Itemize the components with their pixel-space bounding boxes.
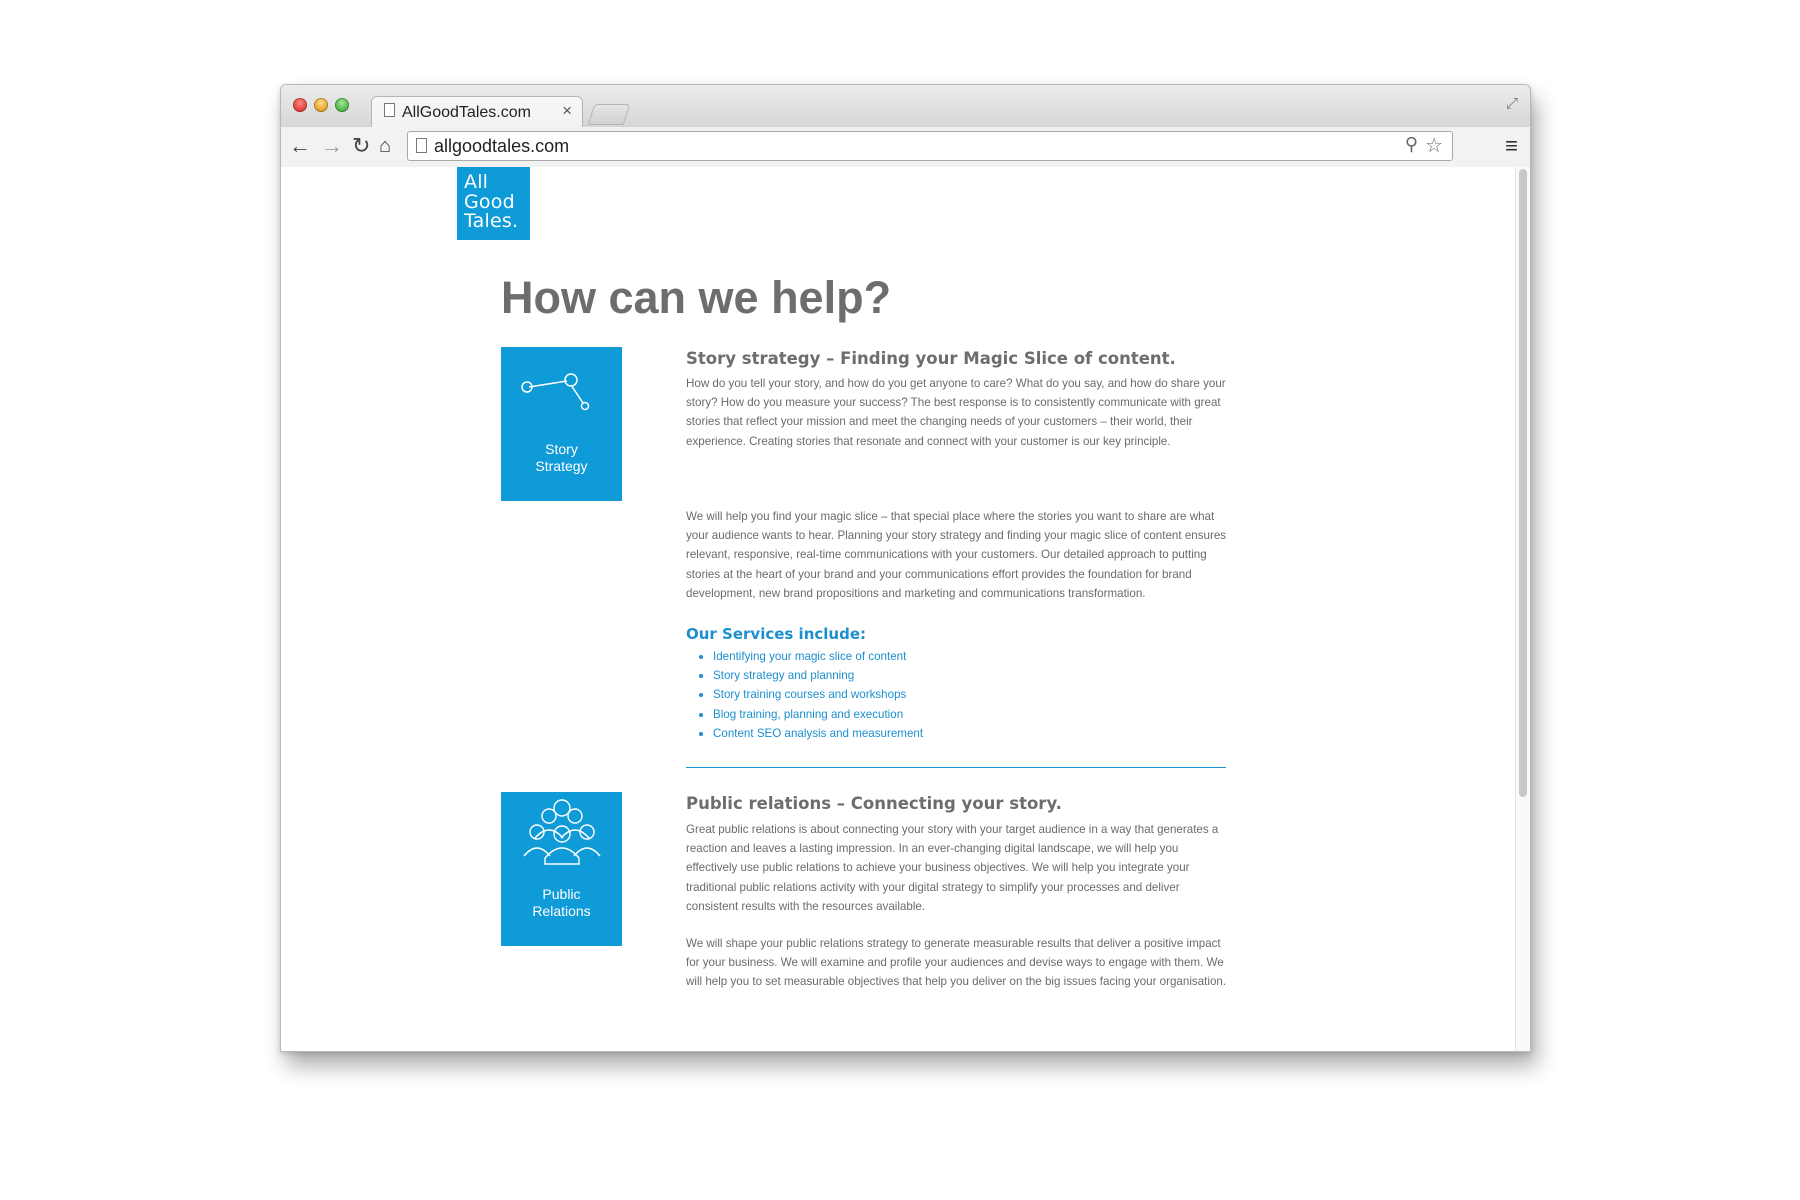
scrollbar-track[interactable] [1515,167,1530,1051]
logo-line: Good [464,190,515,213]
minimize-window-button[interactable] [314,98,328,112]
new-tab-button[interactable] [588,104,631,125]
public-relations-tile [501,792,622,946]
tab-title: AllGoodTales.com [402,104,531,121]
site-logo[interactable] [457,167,530,240]
service-link[interactable]: Blog training, planning and execution [713,705,923,724]
page-icon [384,103,395,117]
browser-tab[interactable] [371,96,583,128]
tile-label [501,441,622,475]
nodes-icon [521,369,601,413]
services-list [686,647,923,743]
services-heading: Our Services include: [686,625,866,643]
tile-label-line: Public [542,886,581,902]
title-bar [281,85,1530,127]
reload-icon[interactable]: ↻ [352,133,371,158]
logo-line: All [464,171,489,193]
bookmark-star-icon[interactable]: ☆ [1425,135,1443,157]
url-text[interactable]: allgoodtales.com [434,136,570,156]
browser-toolbar [281,127,1530,168]
zoom-icon[interactable]: ⚲ [1404,134,1418,154]
story-paragraph-2: We will help you find your magic slice – that special place where the stories you want to share are what your audience wants to hear. Planning your story strategy and finding your magic slice of content ensures relevant, responsive, real-time communications with your customers. Our detailed approach to putting stories at the heart of your brand and your communications effort provides the foundation for brand development, new brand propositions and marketing and communications transformation. [686,510,1227,600]
scrollbar-thumb[interactable] [1519,169,1527,797]
story-paragraph-1: How do you tell your story, and how do you get anyone to care? What do you say, and how do share your story? How do you measure your success? The best response is to consistently communicate with great stories that reflect your mission and meet the changing needs of your customers – their world, their experience. Creating stories that resonate and connect with your customer is our key principle. [686,377,1226,448]
forward-arrow-icon[interactable]: → [321,133,343,158]
back-arrow-icon[interactable]: ← [289,133,311,158]
people-group-icon [521,798,603,872]
pr-paragraph-1: Great public relations is about connecting your story with your target audience in a way that generates a reaction and leaves a lasting impression. In an ever-changing digital landscape, we will help you effectively use public relations to achieve your business objectives. We will help you integrate your traditional public relations activity with your digital strategy to simplify your processes and deliver consistent results with the resources available. [686,823,1219,913]
public-relations-heading: Public relations – Connecting your story. [686,794,1062,813]
pr-paragraph-2: We will shape your public relations strategy to generate measurable results that deliver a positive impact for your business. We will examine and profile your audiences and devise ways to engage with them. We will help you to set measurable objectives that help you deliver on the big issues facing your organisation. [686,937,1227,989]
page-title: How can we help? [501,272,892,323]
story-strategy-heading: Story strategy – Finding your Magic Slice of content. [686,349,1176,368]
tile-label-line: Story [545,441,578,457]
page-icon [416,138,427,153]
tile-label-line: Strategy [535,458,588,474]
logo-line: Tales. [464,210,519,232]
tile-label [501,886,622,920]
story-strategy-tile [501,347,622,501]
section-divider [686,767,1226,768]
service-link[interactable]: Story training courses and workshops [713,685,923,704]
close-window-button[interactable] [293,98,307,112]
service-link[interactable]: Identifying your magic slice of content [713,647,923,666]
close-tab-icon[interactable]: × [562,101,572,120]
service-link[interactable]: Story strategy and planning [713,666,923,685]
zoom-window-button[interactable] [335,98,349,112]
browser-window [280,84,1531,1052]
fullscreen-icon[interactable]: ⤢ [1505,95,1518,112]
tile-label-line: Relations [532,903,591,919]
home-icon[interactable]: ⌂ [379,135,392,157]
address-bar[interactable] [407,131,1453,161]
page-viewport [281,167,1530,1051]
service-link[interactable]: Content SEO analysis and measurement [713,724,923,743]
menu-icon[interactable]: ≡ [1505,133,1518,158]
